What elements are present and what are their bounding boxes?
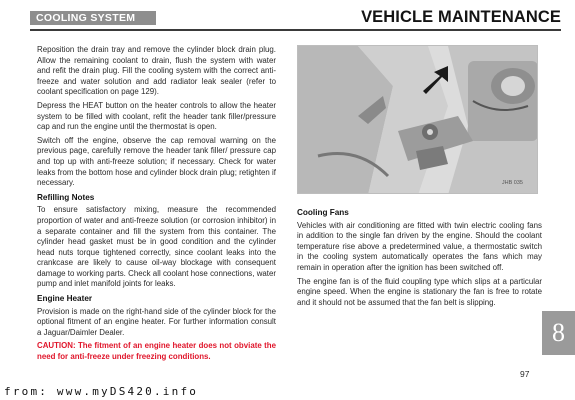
header-divider	[30, 29, 561, 31]
body-paragraph: Switch off the engine, observe the cap removal warning on the previous page, carefully remove the header tank filler/ pressure cap and top up with anti-freeze solution; if necessary. Check for water leaks from the bottom hose and cylinder block drain plug; retighten if necessary.	[37, 135, 276, 188]
caution-note: CAUTION: The fitment of an engine heater does not obviate the need for anti-freeze under freezing conditions.	[37, 341, 276, 361]
source-watermark: from: www.myDS420.info	[4, 385, 199, 398]
right-column	[297, 204, 542, 311]
body-paragraph: Vehicles with air conditioning are fitted with twin electric cooling fans in addition to the single fan driven by the engine. Should the coolant temperature rise above a predetermined value, a thermostatic switch in the cooling system automatically operates the fans which may remain in operation after the ignition has been switched off.	[297, 220, 542, 272]
figure-code: JHB 035	[501, 180, 523, 186]
engine-heater-heading: Engine Heater	[37, 294, 93, 304]
left-column	[37, 45, 276, 365]
body-paragraph: Depress the HEAT button on the heater controls to allow the heater system to be filled with coolant, refit the header tank filler/pressure cap and run the engine until the thermostat is open.	[37, 100, 276, 132]
refilling-notes-text: To ensure satisfactory mixing, measure the recommended proportion of water and anti-freeze solution (or corrosion inhibitor) in a separate container and fill the system from this container. The cylinder head gasket must be in good condition and the cylinder head nuts torque tightened correctly, since coolant leaks into the crankcase are likely to cause oil-way blockage with consequent damage to working parts. Check all coolant hose connections, water pump and inlet manifold joints for leaks.	[37, 205, 276, 289]
body-paragraph: The engine fan is of the fluid coupling type which slips at a particular engine speed. When the engine is stationary the fan is free to rotate and it should not be assumed that the fan belt is slipping.	[297, 276, 542, 307]
body-paragraph: Reposition the drain tray and remove the cylinder block drain plug. Allow the remaining coolant to drain, flush the system with water and refit the drain plug. Fill the cooling system with the correct anti-freeze and water solution and add radiator leak sealer (refer to coolant specification on page 129).	[37, 45, 276, 97]
section-header-label: COOLING SYSTEM	[30, 11, 156, 25]
cooling-fans-heading: Cooling Fans	[297, 208, 349, 217]
engine-drain-plug-photo	[297, 45, 538, 194]
engine-illustration	[298, 46, 538, 194]
engine-heater-text: Provision is made on the right-hand side of the cylinder block for the optional fitment of an engine heater. For further information consult a Jaguar/Daimler Dealer.	[37, 306, 276, 337]
section-tab: 8	[542, 311, 575, 355]
page-title: VEHICLE MAINTENANCE	[361, 8, 561, 26]
page-number: 97	[520, 369, 530, 379]
refilling-notes-heading: Refilling Notes	[37, 192, 95, 202]
